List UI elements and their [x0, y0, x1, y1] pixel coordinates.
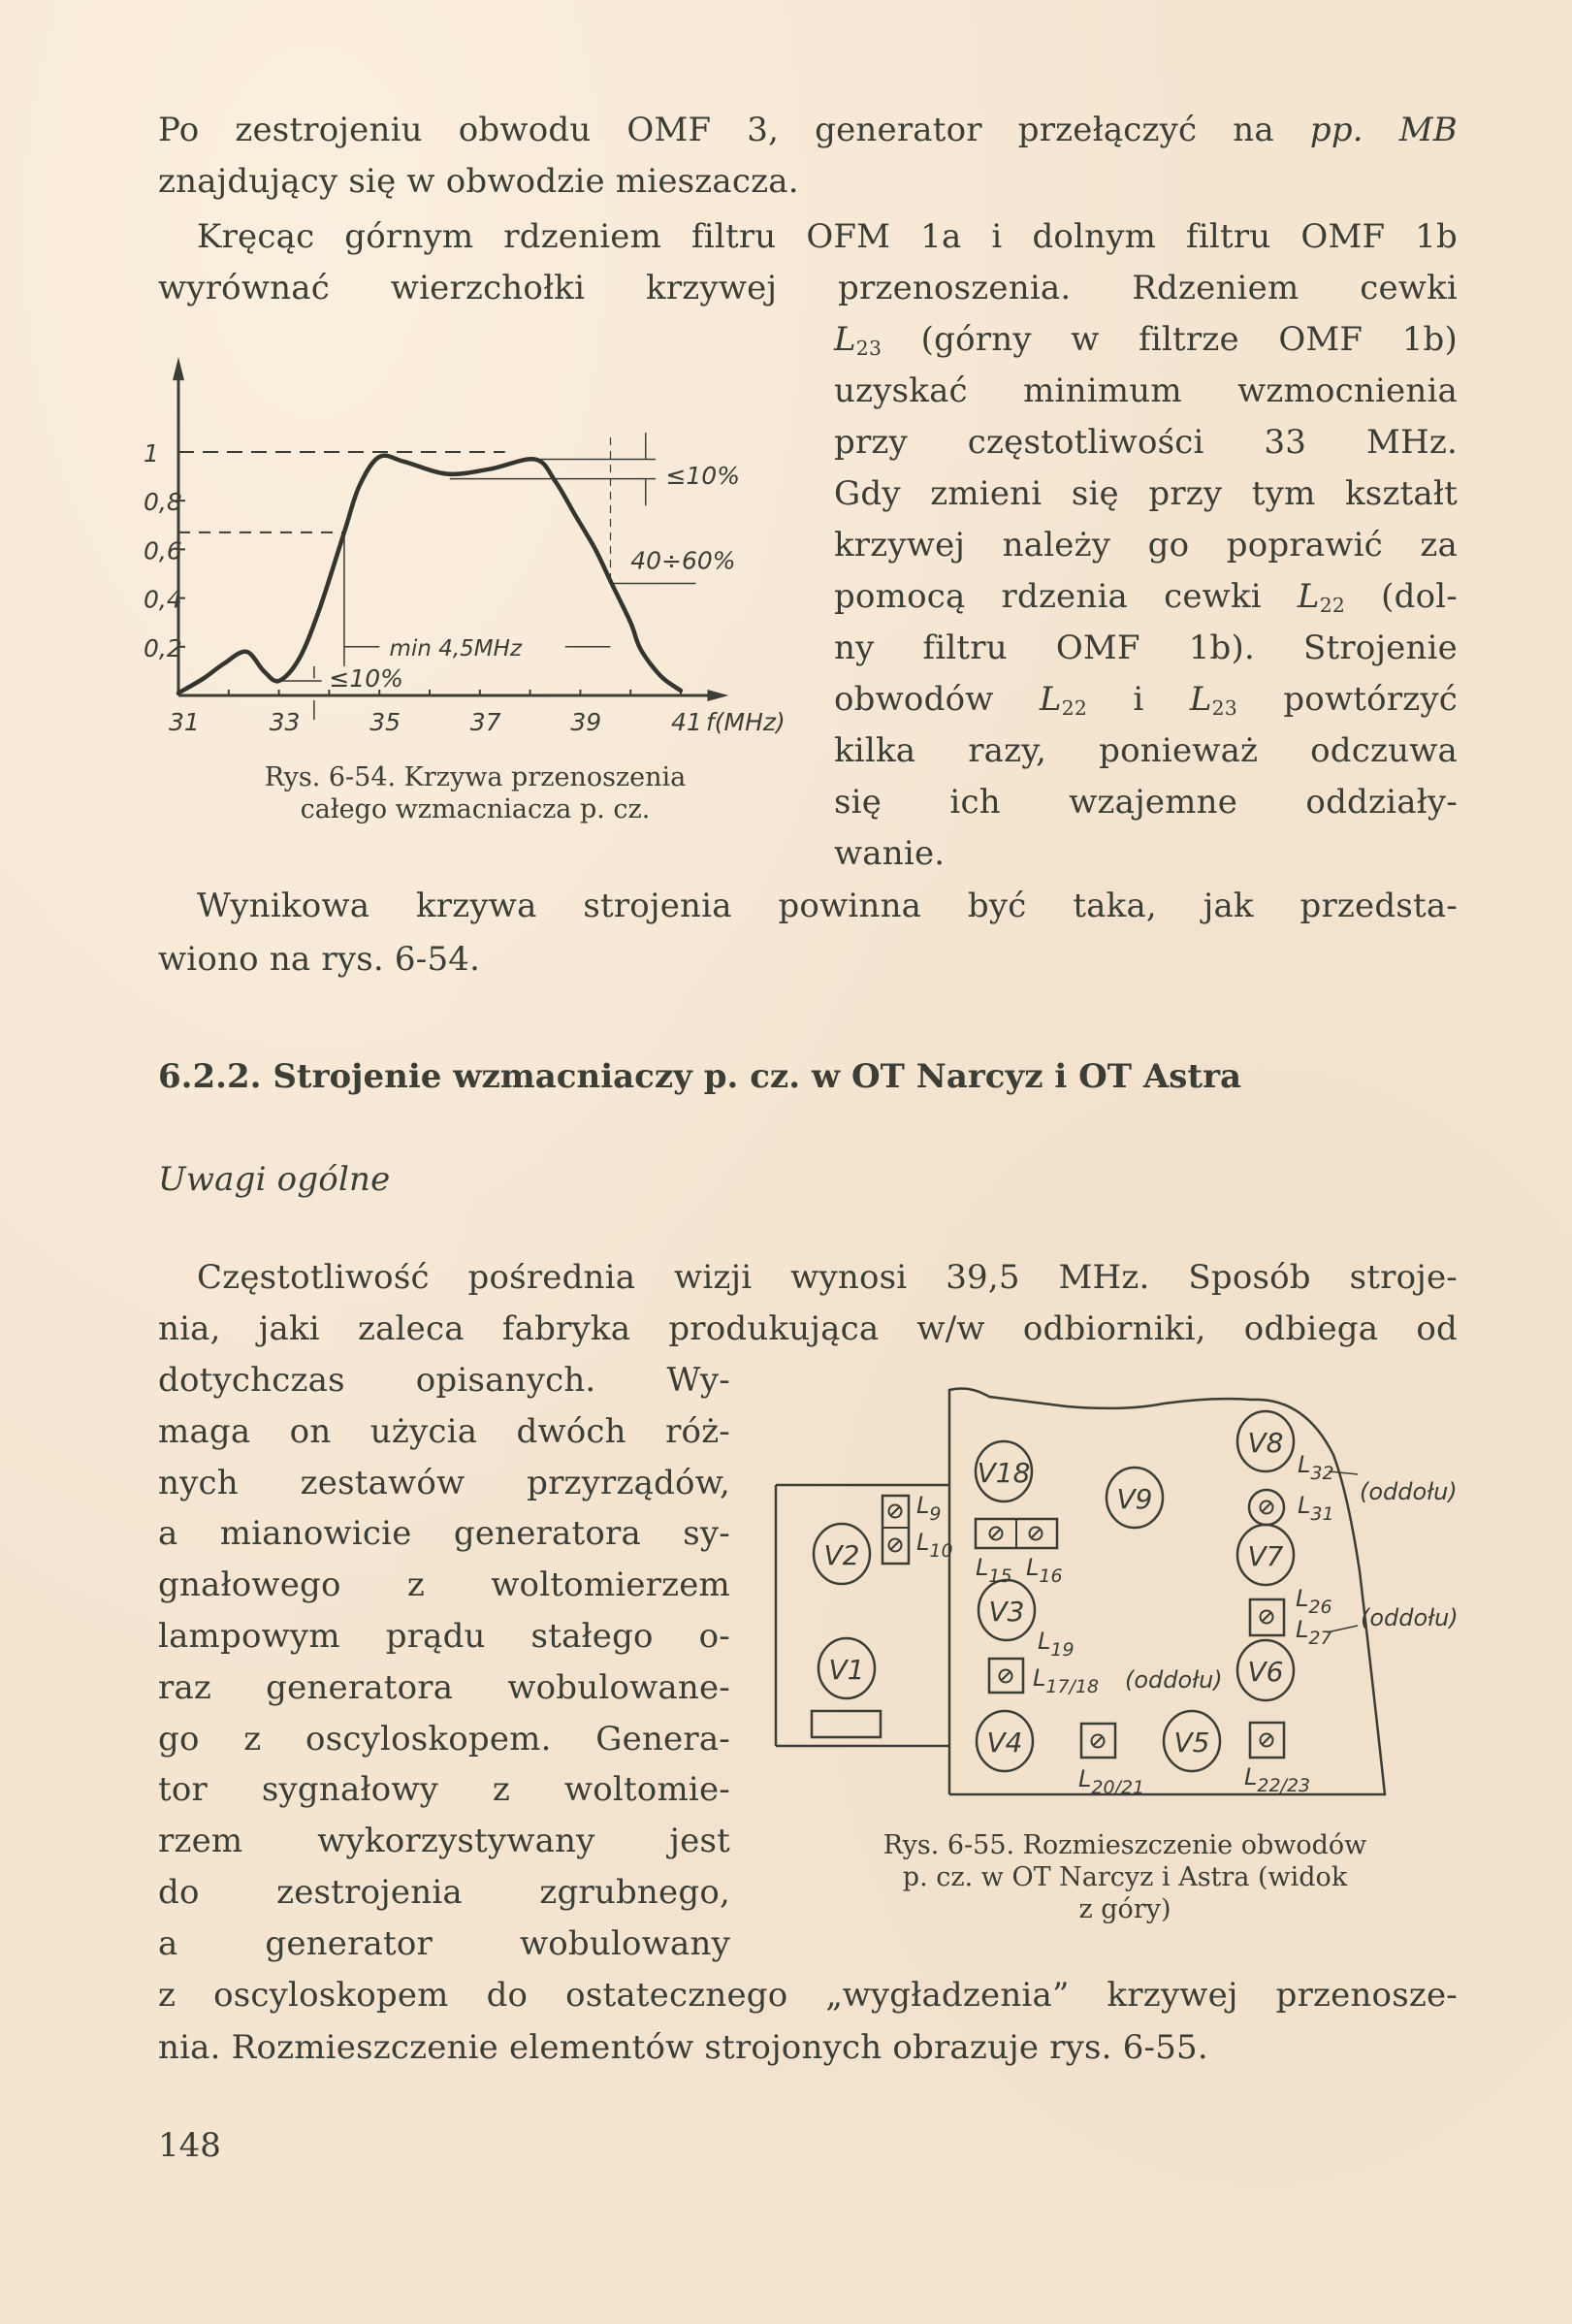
coil-label-l10: $L_{10}$ [916, 1529, 953, 1562]
transfer-curve-chart [136, 349, 795, 737]
x-tick-label: 31 [169, 708, 200, 736]
figure-6-55-caption [795, 1829, 1455, 1925]
y-tick-label: 1 [144, 439, 159, 468]
note-oddolu-top: (oddołu) [1360, 1478, 1458, 1505]
ripple-annotation: ≤10% [665, 462, 740, 491]
y-tick-label: 0,2 [144, 633, 182, 662]
paragraph-4-line-1: Częstotliwość pośrednia wizji wynosi 39,5 MHz. Sposób stroje- [197, 1258, 1458, 1297]
paragraph-4-left-line: raz generatora wobulowane- [158, 1667, 730, 1707]
coil-label-l22-23: $L_{22/23}$ [1244, 1763, 1311, 1796]
paragraph-4-left-line: maga on użycia dwóch róż- [158, 1411, 730, 1451]
paragraph-2-right-line: wanie. [834, 834, 946, 873]
page-number: 148 [158, 2126, 221, 2165]
x-tick-label: 39 [570, 708, 602, 736]
x-tick-label: 33 [269, 708, 301, 736]
tube-label: V5 [1173, 1727, 1210, 1759]
note-oddolu: (oddołu) [1125, 1666, 1223, 1694]
caption-line: Rys. 6-54. Krzywa przenoszenia [264, 762, 687, 792]
coil-label-l26: $L_{26}$ [1296, 1585, 1332, 1618]
paragraph-2-right-line: obwodów $L_{22}$ i $L_{23}$ powtórzyć [834, 680, 1459, 721]
paragraph-4-left-line: tor sygnałowy z woltomie- [158, 1770, 730, 1810]
italic-term: pp. MB [1309, 111, 1458, 149]
paragraph-2-right-line: Gdy zmieni się przy tym kształt [834, 474, 1458, 513]
coil-screw-icon-slot [1094, 1737, 1102, 1745]
coil-screw-icon-slot [1032, 1530, 1040, 1537]
coil-screw-icon-slot [891, 1541, 899, 1549]
rect-component [812, 1711, 881, 1737]
paragraph-4-left-line: lampowym prądu stałego o- [158, 1617, 730, 1656]
paragraph-4-left-line: a generator wobulowany [158, 1923, 730, 1963]
tube-label: V18 [977, 1457, 1031, 1489]
paragraph-4-left-line: do zestrojenia zgrubnego, [158, 1873, 730, 1912]
paragraph-2-right-line: $L_{23}$ (górny w filtrze OMF 1b) [834, 320, 1458, 361]
coil-label-l19: $L_{19}$ [1038, 1628, 1075, 1661]
coil-label-l31: $L_{31}$ [1298, 1492, 1334, 1525]
left-board-outline [776, 1485, 949, 1746]
paragraph-4-left-line: nych zestawów przyrządów, [158, 1463, 730, 1502]
x-tick-label: 35 [369, 708, 401, 736]
caption-line: Rys. 6-55. Rozmieszczenie obwodów [882, 1830, 1367, 1860]
tube-label: V3 [988, 1596, 1025, 1628]
coil-label-l27: $L_{27}$ [1296, 1616, 1332, 1649]
section-heading: 6.2.2. Strojenie wzmacniaczy p. cz. w OT Narcyz i OT Astra [158, 1057, 1242, 1096]
paragraph-4-left-line: gnałowego z woltomierzem [158, 1565, 730, 1605]
coil-symbol: $L_{22}$ [1039, 680, 1088, 721]
tube-label: V8 [1247, 1427, 1284, 1459]
paragraph-2-right-line: ny filtru OMF 1b). Strojenie [834, 629, 1458, 667]
tube-label: V6 [1247, 1656, 1284, 1688]
x-axis-arrow [707, 690, 728, 701]
paragraph-1-line-1 [158, 105, 1458, 156]
coil-symbol: $L_{22}$ [1297, 577, 1346, 618]
tube-label: V7 [1247, 1540, 1284, 1572]
paragraph-2-right-line: pomocą rdzenia cewki $L_{22}$ (dol- [834, 577, 1458, 618]
coil-screw-icon-slot [1263, 1736, 1270, 1744]
caption-line: całego wzmacniacza p. cz. [300, 794, 651, 824]
tube-label: V2 [823, 1539, 860, 1571]
coil-screw-icon-slot [1263, 1503, 1270, 1511]
tube-label: V4 [986, 1727, 1023, 1759]
paragraph-3-line-1: Wynikowa krzywa strojenia powinna być taka, jak przedsta- [197, 887, 1458, 925]
circuit-layout-diagram [756, 1368, 1493, 1814]
paragraph-4-line-2: nia, jaki zaleca fabryka produkująca w/w odbiorniki, odbiega od [158, 1309, 1458, 1348]
paragraph-2-right-line: przy częstotliwości 33 MHz. [834, 423, 1458, 462]
paragraph-1-line-2: znajdujący się w obwodzie mieszacza. [158, 162, 799, 201]
paragraph-3-line-2: wiono na rys. 6-54. [158, 940, 481, 979]
tube-label: V9 [1116, 1483, 1153, 1515]
section-subheading: Uwagi ogólne [158, 1160, 391, 1199]
y-axis-arrow [173, 357, 184, 380]
paragraph-4-end-line-2: nia. Rozmieszczenie elementów strojonych obrazuje rys. 6-55. [158, 2028, 1208, 2067]
bandwidth-annotation: min 4,5MHz [389, 635, 523, 662]
coil-symbol: $L_{23}$ [834, 320, 882, 361]
paragraph-4-left-line: go z oscyloskopem. Genera- [158, 1719, 730, 1759]
note-oddolu-mid: (oddołu) [1361, 1604, 1459, 1631]
coil-label-l16: $L_{16}$ [1026, 1554, 1063, 1587]
coil-label-l20-21: $L_{20/21}$ [1078, 1765, 1145, 1798]
level-33-annotation: ≤10% [329, 663, 403, 693]
paragraph-2-right-line: kilka razy, ponieważ odczuwa [834, 731, 1458, 770]
paragraph-2-right-line: się ich wzajemne oddziały- [834, 783, 1458, 822]
paragraph-4-left-line: dotychczas opisanych. Wy- [158, 1361, 730, 1400]
coil-screw-icon-slot [891, 1507, 899, 1515]
level-annotation: 40÷60% [630, 546, 736, 575]
paragraph-2-right-line: uzyskać minimum wzmocnienia [834, 371, 1458, 410]
tube-label: V1 [828, 1654, 865, 1686]
y-tick-label: 0,6 [144, 536, 182, 565]
coil-symbol: $L_{23}$ [1189, 680, 1237, 721]
coil-screw-icon-slot [992, 1530, 1000, 1537]
paragraph-4-left-line: a mianowicie generatora sy- [158, 1514, 730, 1554]
paragraph-2-right-line: krzywej należy go poprawić za [834, 526, 1458, 565]
paragraph-2-line-2: wyrównać wierzchołki krzywej przenoszenia. Rdzeniem cewki [158, 269, 1458, 307]
y-tick-label: 0,4 [144, 585, 182, 614]
figure-6-54-caption [184, 761, 766, 825]
coil-screw-icon-slot [1002, 1672, 1010, 1680]
y-tick-label: 0,8 [144, 488, 182, 517]
paragraph-4-left-line: rzem wykorzystywany jest [158, 1822, 730, 1861]
coil-label-l32: $L_{32}$ [1298, 1451, 1334, 1484]
x-axis-label: f(MHz) [706, 708, 786, 736]
caption-line: z góry) [1078, 1894, 1171, 1924]
paragraph-2-line-1: Kręcąc górnym rdzeniem filtru OFM 1a i dolnym filtru OMF 1b [197, 217, 1458, 256]
coil-label-l9: $L_9$ [916, 1492, 942, 1525]
text-segment: Po zestrojeniu obwodu OMF 3, generator przełączyć na pp. MB [158, 111, 1458, 149]
coil-label-l15: $L_{15}$ [976, 1554, 1012, 1587]
x-tick-label: 41 [671, 708, 702, 736]
caption-line: p. cz. w OT Narcyz i Astra (widok [902, 1862, 1348, 1892]
coil-label-l17-18: $L_{17/18}$ [1033, 1664, 1100, 1697]
paragraph-4-end-line-1: z oscyloskopem do ostatecznego „wygładzenia” krzywej przenosze- [158, 1976, 1458, 2015]
x-tick-label: 37 [469, 708, 501, 736]
coil-screw-icon-slot [1263, 1613, 1270, 1621]
